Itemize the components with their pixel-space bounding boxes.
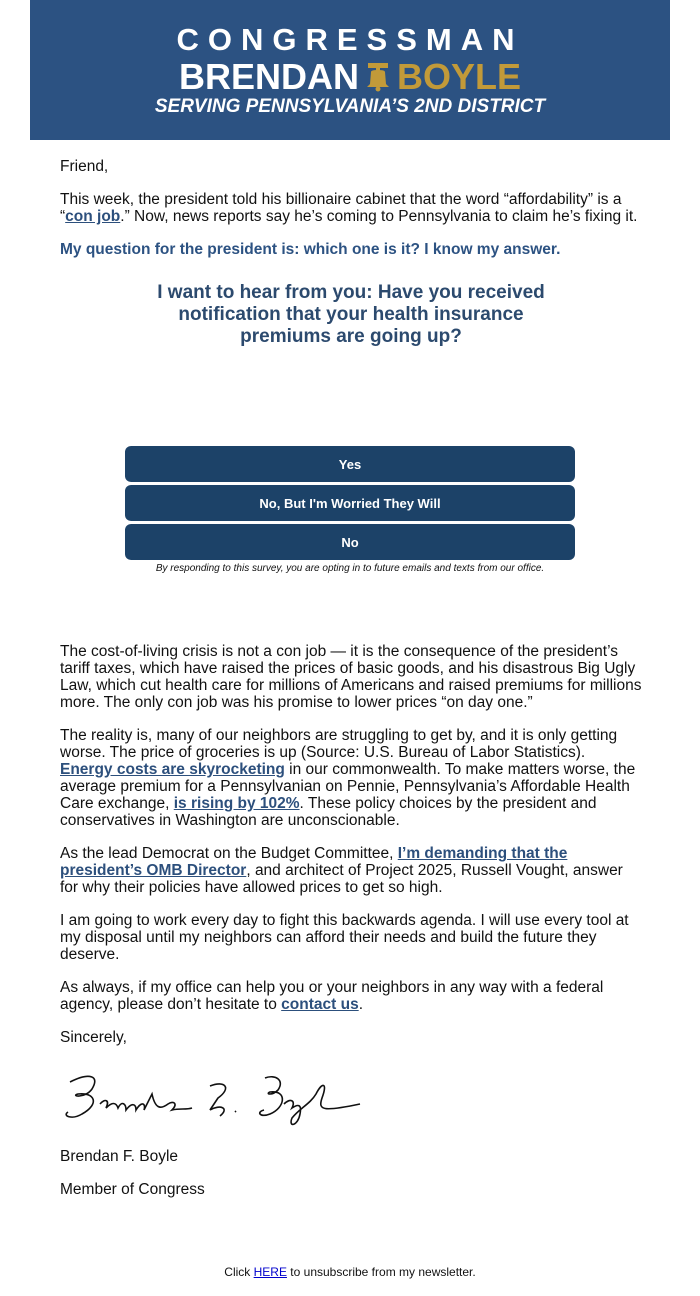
- survey-options: [125, 446, 575, 574]
- text: As the lead Democrat on the Budget Committee,: [60, 845, 398, 862]
- text: This week, the president told his billionaire cabinet that the word “affordability” is a “: [60, 191, 622, 225]
- contact-us-link[interactable]: contact us: [281, 996, 359, 1013]
- footer: [0, 1265, 700, 1279]
- paragraph: [60, 979, 642, 1013]
- liberty-bell-icon: [365, 62, 391, 92]
- survey-no-button[interactable]: No: [125, 524, 575, 560]
- signer-title: Member of Congress: [60, 1181, 205, 1198]
- text: .: [358, 996, 363, 1013]
- omb-director-link[interactable]: I’m demanding that the president’s OMB Director: [60, 845, 568, 879]
- letter-body: [60, 643, 642, 1214]
- text: Click: [224, 1265, 254, 1279]
- survey-yes-button[interactable]: Yes: [125, 446, 575, 482]
- text: in our commonwealth. To make matters worse, the average premium for a Pennsylvanian on Pennie, Pennsylvania’s Affordable Health Care exchange,: [60, 761, 636, 812]
- paragraph: [60, 845, 642, 896]
- paragraph: The cost-of-living crisis is not a con job — it is the consequence of the president’s tariff taxes, which have raised the prices of basic goods, and his disastrous Big Ugly Law, which cut health care for millions of Americans and raised premiums for millions more. The only con job was his promise to lower prices “on day one.”: [60, 643, 642, 711]
- con-job-link[interactable]: con job: [65, 208, 121, 225]
- intro: [60, 158, 642, 348]
- question: My question for the president is: which one is it? I know my answer.: [60, 241, 561, 258]
- first-name: BRENDAN: [178, 56, 359, 97]
- banner-tagline: SERVING PENNSYLVANIA’S 2ND DISTRICT: [154, 96, 546, 117]
- header-banner: [30, 0, 670, 140]
- text: , and architect of Project 2025, Russell Vought, answer for why their policies have allowed prices to get so high.: [60, 862, 623, 896]
- greeting: Friend,: [60, 158, 109, 175]
- energy-costs-link[interactable]: Energy costs are skyrocketing: [60, 761, 285, 778]
- intro-paragraph: [60, 191, 642, 225]
- banner-name: [30, 56, 670, 98]
- unsubscribe-link[interactable]: HERE: [253, 1265, 287, 1279]
- closing: Sincerely,: [60, 1029, 127, 1046]
- signer-name: Brendan F. Boyle: [60, 1148, 179, 1165]
- survey-worried-button[interactable]: No, But I'm Worried They Will: [125, 485, 575, 521]
- survey-disclaimer: By responding to this survey, you are opting in to future emails and texts from our office.: [155, 563, 545, 574]
- paragraph: I am going to work every day to fight this backwards agenda. I will use every tool at my disposal until my neighbors can afford their needs and build the future they deserve.: [60, 912, 629, 963]
- text: As always, if my office can help you or your neighbors in any way with a federal agency, please don’t hesitate to: [60, 979, 604, 1013]
- survey-heading: I want to hear from you: Have you received notification that your health insurance premiums are going up?: [157, 282, 545, 347]
- banner-line1: CONGRESSMAN: [176, 22, 524, 57]
- text: The reality is, many of our neighbors are struggling to get by, and it is only getting worse. The price of groceries is up (Source: U.S. Bureau of Labor Statistics).: [60, 727, 618, 761]
- last-name: BOYLE: [396, 56, 521, 97]
- signature-image: [60, 1064, 642, 1138]
- premium-rising-link[interactable]: is rising by 102%: [173, 795, 300, 812]
- text: .” Now, news reports say he’s coming to Pennsylvania to claim he’s fixing it.: [120, 208, 638, 225]
- signature: [60, 1064, 380, 1134]
- text: . These policy choices by the president and conservatives in Washington are unconscionable.: [60, 795, 597, 829]
- text: to unsubscribe from my newsletter.: [286, 1265, 476, 1279]
- paragraph: [60, 727, 642, 829]
